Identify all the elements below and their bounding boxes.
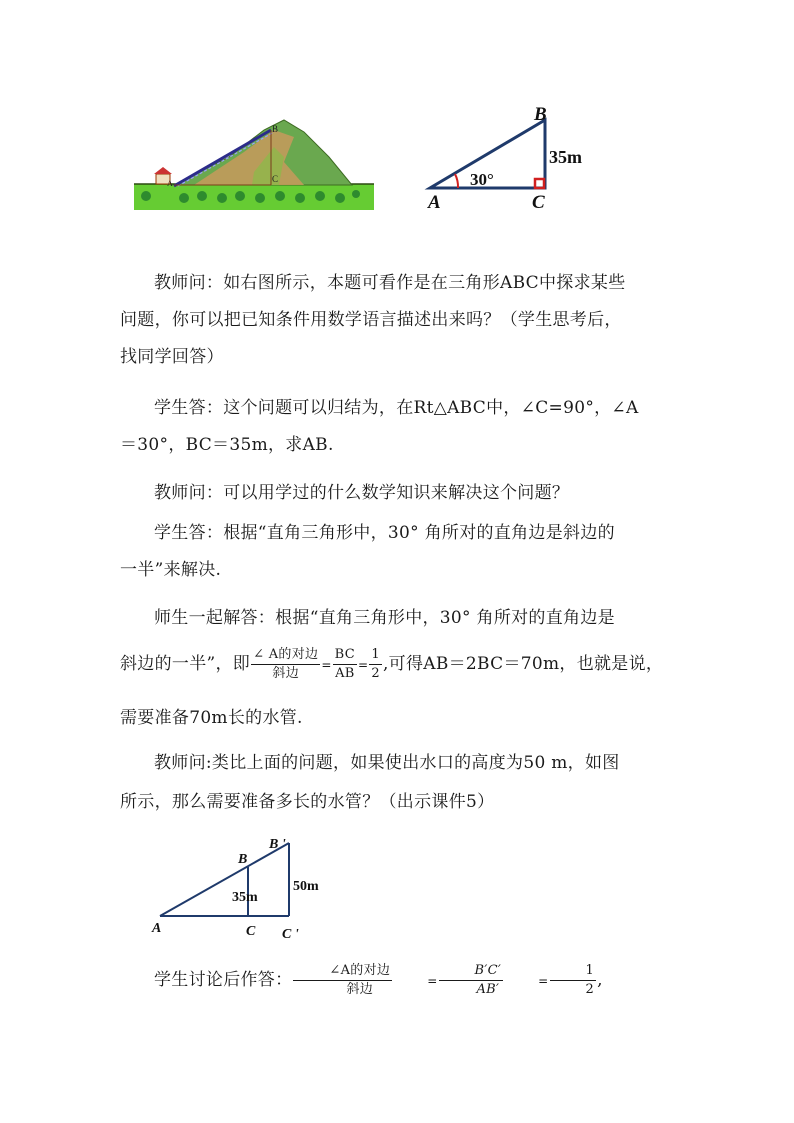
label-a: A — [428, 192, 441, 212]
fraction-denominator: AB′ — [476, 982, 500, 997]
text-line: 教师问：如右图所示，本题可看作是在三角形ABC中探求某些 — [154, 273, 626, 293]
text-line: 问题，你可以把已知条件用数学语言描述出来吗？（学生思考后， — [120, 310, 622, 330]
text-fragment: ,可得AB＝2BC＝70m，也就是说， — [382, 654, 664, 674]
side-35m-label: 35m — [232, 890, 258, 905]
paragraph-teacher-question-1 — [120, 265, 680, 302]
text-line: 需要准备70m长的水管. — [120, 708, 303, 728]
label-b-small: B — [238, 852, 248, 867]
angle-arc — [455, 174, 458, 188]
text-line: 所示，那么需要准备多长的水管？（出示课件5） — [120, 792, 495, 812]
fraction-numerator: 1 — [369, 646, 382, 665]
text-line: 师生一起解答：根据“直角三角形中，30° 角所对的直角边是 — [154, 608, 615, 628]
fraction-b2c2-over-ab2 — [439, 962, 504, 999]
text-fragment: , — [597, 970, 603, 990]
fraction-denominator: 2 — [585, 982, 595, 997]
text-fragment: 学生讨论后作答： — [154, 970, 293, 990]
angle-label: 30° — [470, 170, 494, 189]
formula-line: 斜边的一半”，即 $\frac{\text{∠ A的对边}}{\text{斜边}}$ = $\frac{BC}{AB}$ = $\frac{1}{2}$ ,可得AB＝2BC＝70m，也就是说， — [120, 647, 664, 681]
fraction-opposite-over-hypotenuse-2 — [293, 962, 392, 999]
text-line: ＝30°，BC＝35m，求AB. — [120, 435, 334, 455]
text-line: 学生答：这个问题可以归结为，在Rt△ABC中，∠C=90°，∠A — [154, 398, 639, 418]
paragraph-student-answer-1 — [120, 390, 680, 427]
fraction-denominator: 斜边 — [272, 666, 299, 681]
fraction-denominator: 2 — [371, 666, 380, 681]
text-line: 找同学回答） — [120, 347, 224, 367]
fraction-numerator: B′C′ — [439, 962, 504, 981]
mountain-illustration — [134, 112, 374, 212]
fraction-one-half-2 — [550, 962, 597, 999]
label-b: B — [534, 104, 547, 125]
label-c: C — [532, 192, 545, 212]
label-a-small: A — [152, 921, 162, 936]
paragraph-teacher-question-3 — [120, 745, 680, 782]
label-c-small: C — [246, 924, 256, 939]
fraction-numerator: ∠ A的对边 — [251, 646, 320, 665]
fraction-denominator: AB — [335, 666, 355, 681]
fraction-numerator: 1 — [550, 962, 597, 981]
fraction-opposite-over-hypotenuse — [251, 646, 320, 683]
fraction-numerator: ∠A的对边 — [293, 962, 392, 981]
fraction-denominator: 斜边 — [346, 982, 374, 997]
hypotenuse-ab2 — [160, 843, 289, 916]
paragraph-student-answer-3: 学生讨论后作答： $\frac{\text{∠A的对边}}{\text{斜边}}$ = $\frac{B'C'}{AB'}$ = $\frac{1}{2}$ , — [154, 963, 603, 997]
text-fragment: 斜边的一半”，即 — [120, 654, 251, 674]
fraction-one-half — [369, 646, 382, 683]
paragraph-joint-solution — [120, 600, 680, 637]
fraction-numerator: BC — [333, 646, 357, 665]
paragraph-student-answer-2 — [120, 515, 680, 552]
text-line: 教师问:类比上面的问题，如果使出水口的高度为50 m，如图 — [154, 753, 620, 773]
mountain-label-b: B — [272, 124, 279, 134]
label-b-prime: B ' — [269, 837, 286, 852]
label-c-prime: C ' — [282, 927, 299, 942]
triangle-figure-top — [420, 100, 600, 212]
text-line: 一半”来解决. — [120, 560, 222, 580]
mountain-label-a: A — [167, 179, 173, 188]
mountain-label-c: C — [272, 174, 279, 184]
paragraph-teacher-question-2 — [120, 475, 680, 512]
text-line: 学生答：根据“直角三角形中，30° 角所对的直角边是斜边的 — [154, 523, 615, 543]
side-50m-label: 50m — [293, 879, 319, 894]
text-line: 教师问：可以用学过的什么数学知识来解决这个问题？ — [154, 483, 570, 503]
triangle-figure-bottom — [150, 832, 350, 947]
side-bc-label: 35m — [549, 147, 582, 167]
fraction-bc-over-ab — [333, 646, 357, 683]
